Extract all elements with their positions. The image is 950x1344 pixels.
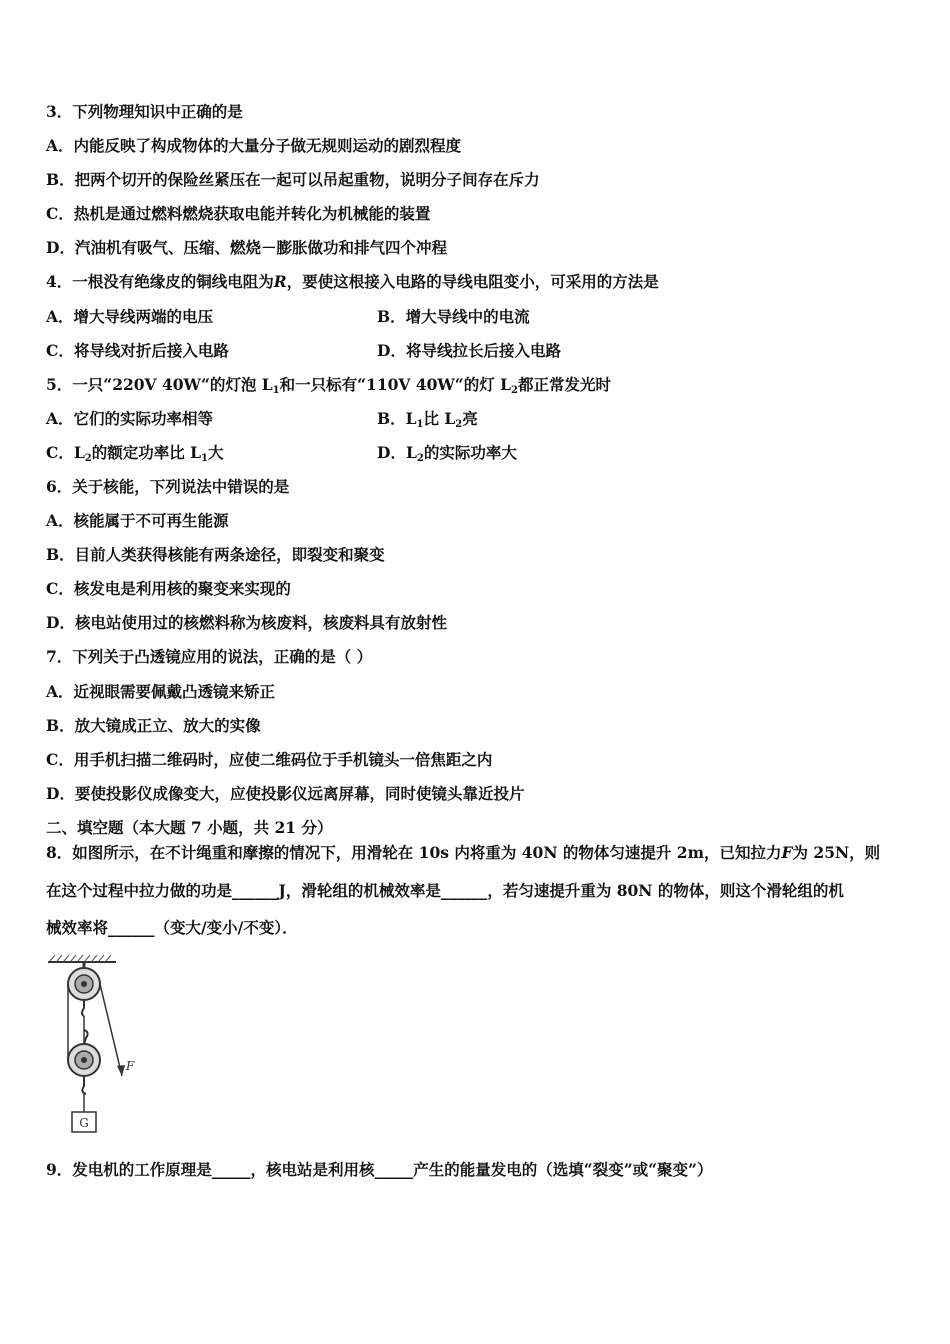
q5-c-sub2: 1 (201, 453, 208, 464)
q6-option-d: D．核电站使用过的核燃料称为核废料，核废料具有放射性 (46, 613, 447, 632)
q5-option-c (46, 443, 224, 463)
q5-option-d (377, 443, 517, 463)
q3-stem: 3．下列物理知识中正确的是 (46, 102, 243, 121)
section-heading: 二、填空题（本大题 7 小题，共 21 分） (46, 818, 333, 837)
q5-c-sub1: 2 (84, 453, 92, 464)
q4-stem-text-end: ，要使这根接入电路的导线电阻变小，可采用的方法是 (286, 272, 659, 291)
q6-option-a: A．核能属于不可再生能源 (46, 511, 229, 530)
q4-stem (46, 272, 659, 292)
weight-label: G (79, 1116, 89, 1130)
q7-option-b: B．放大镜成正立、放大的实像 (46, 716, 261, 735)
q7-stem: 7．下列关于凸透镜应用的说法，正确的是（ ） (46, 647, 373, 666)
q8-line1 (46, 843, 880, 863)
fixed-hook (82, 1000, 84, 1016)
movable-pulley-axle (81, 1057, 87, 1063)
q5-stem (46, 375, 611, 395)
rope-pull (100, 984, 122, 1076)
q5-b-part3: 亮 (462, 409, 478, 428)
q8-line1-text-end: 为 25N，则 (792, 843, 881, 862)
q5-b-sub2: 2 (455, 419, 463, 430)
q5-option-a: A．它们的实际功率相等 (46, 409, 214, 428)
q7-option-a: A．近视眼需要佩戴凸透镜来矫正 (46, 682, 276, 701)
q8-variable: F (781, 843, 793, 862)
q6-option-b: B．目前人类获得核能有两条途径，即裂变和聚变 (46, 545, 385, 564)
q9-stem: 9．发电机的工作原理是_____，核电站是利用核_____产生的能量发电的（选填“裂变”或“聚变”） (46, 1160, 713, 1179)
q4-stem-text: 4．一根没有绝缘皮的铜线电阻为 (46, 272, 274, 291)
q8-line3: 械效率将______（变大/变小/不变）． (46, 918, 298, 937)
fixed-pulley-axle (81, 981, 87, 987)
q5-d-sub1: 2 (416, 453, 424, 464)
q4-option-c: C．将导线对折后接入电路 (46, 341, 229, 360)
q5-sub2: 2 (511, 385, 518, 396)
q7-option-d: D．要使投影仪成像变大，应使投影仪远离屏幕，同时使镜头靠近投片 (46, 784, 525, 803)
q5-option-b (377, 409, 478, 429)
q5-b-part1: B．L (377, 409, 417, 428)
q6-option-c: C．核发电是利用核的聚变来实现的 (46, 579, 291, 598)
force-label: F (126, 1059, 135, 1073)
ceiling-hatching (50, 955, 111, 961)
q3-option-c: C．热机是通过燃料燃烧获取电能并转化为机械能的装置 (46, 204, 431, 223)
q3-option-a: A．内能反映了构成物体的大量分子做无规则运动的剧烈程度 (46, 136, 462, 155)
q5-c-part1: C．L (46, 443, 85, 462)
q5-d-part1: D．L (377, 443, 417, 462)
q6-stem: 6．关于核能，下列说法中错误的是 (46, 477, 290, 496)
q5-b-part2: 比 L (423, 409, 456, 428)
q7-option-c: C．用手机扫描二维码时，应使二维码位于手机镜头一倍焦距之内 (46, 750, 493, 769)
q5-sub1: 1 (272, 385, 280, 396)
q5-stem-part1: 5．一只“220V 40W“的灯泡 L (46, 375, 273, 394)
q8-line1-text: 8．如图所示，在不计绳重和摩擦的情况下，用滑轮在 10s 内将重为 40N 的物体匀速提升 2m，已知拉力 (46, 843, 782, 862)
q5-c-part3: 大 (207, 443, 224, 462)
q5-b-sub1: 1 (416, 419, 424, 430)
q4-variable: R (273, 272, 287, 291)
q8-line2: 在这个过程中拉力做的功是______J，滑轮组的机械效率是______，若匀速提升重为 80N 的物体，则这个滑轮组的机 (46, 881, 844, 900)
q5-d-part2: 的实际功率大 (423, 443, 517, 462)
q5-c-part2: 的额定功率比 L (91, 443, 202, 462)
q4-option-d: D．将导线拉长后接入电路 (377, 341, 561, 360)
pulley-diagram (46, 952, 142, 1142)
movable-hook-bottom (82, 1076, 86, 1094)
q4-option-b: B．增大导线中的电流 (377, 307, 530, 326)
q3-option-d: D．汽油机有吸气、压缩、燃烧－膨胀做功和排气四个冲程 (46, 238, 447, 257)
q3-option-b: B．把两个切开的保险丝紧压在一起可以吊起重物，说明分子间存在斥力 (46, 170, 540, 189)
q5-stem-part3: 都正常发光时 (518, 375, 612, 394)
q5-stem-part2: 和一只标有“110V 40W“的灯 L (279, 375, 512, 394)
q4-option-a: A．增大导线两端的电压 (46, 307, 214, 326)
